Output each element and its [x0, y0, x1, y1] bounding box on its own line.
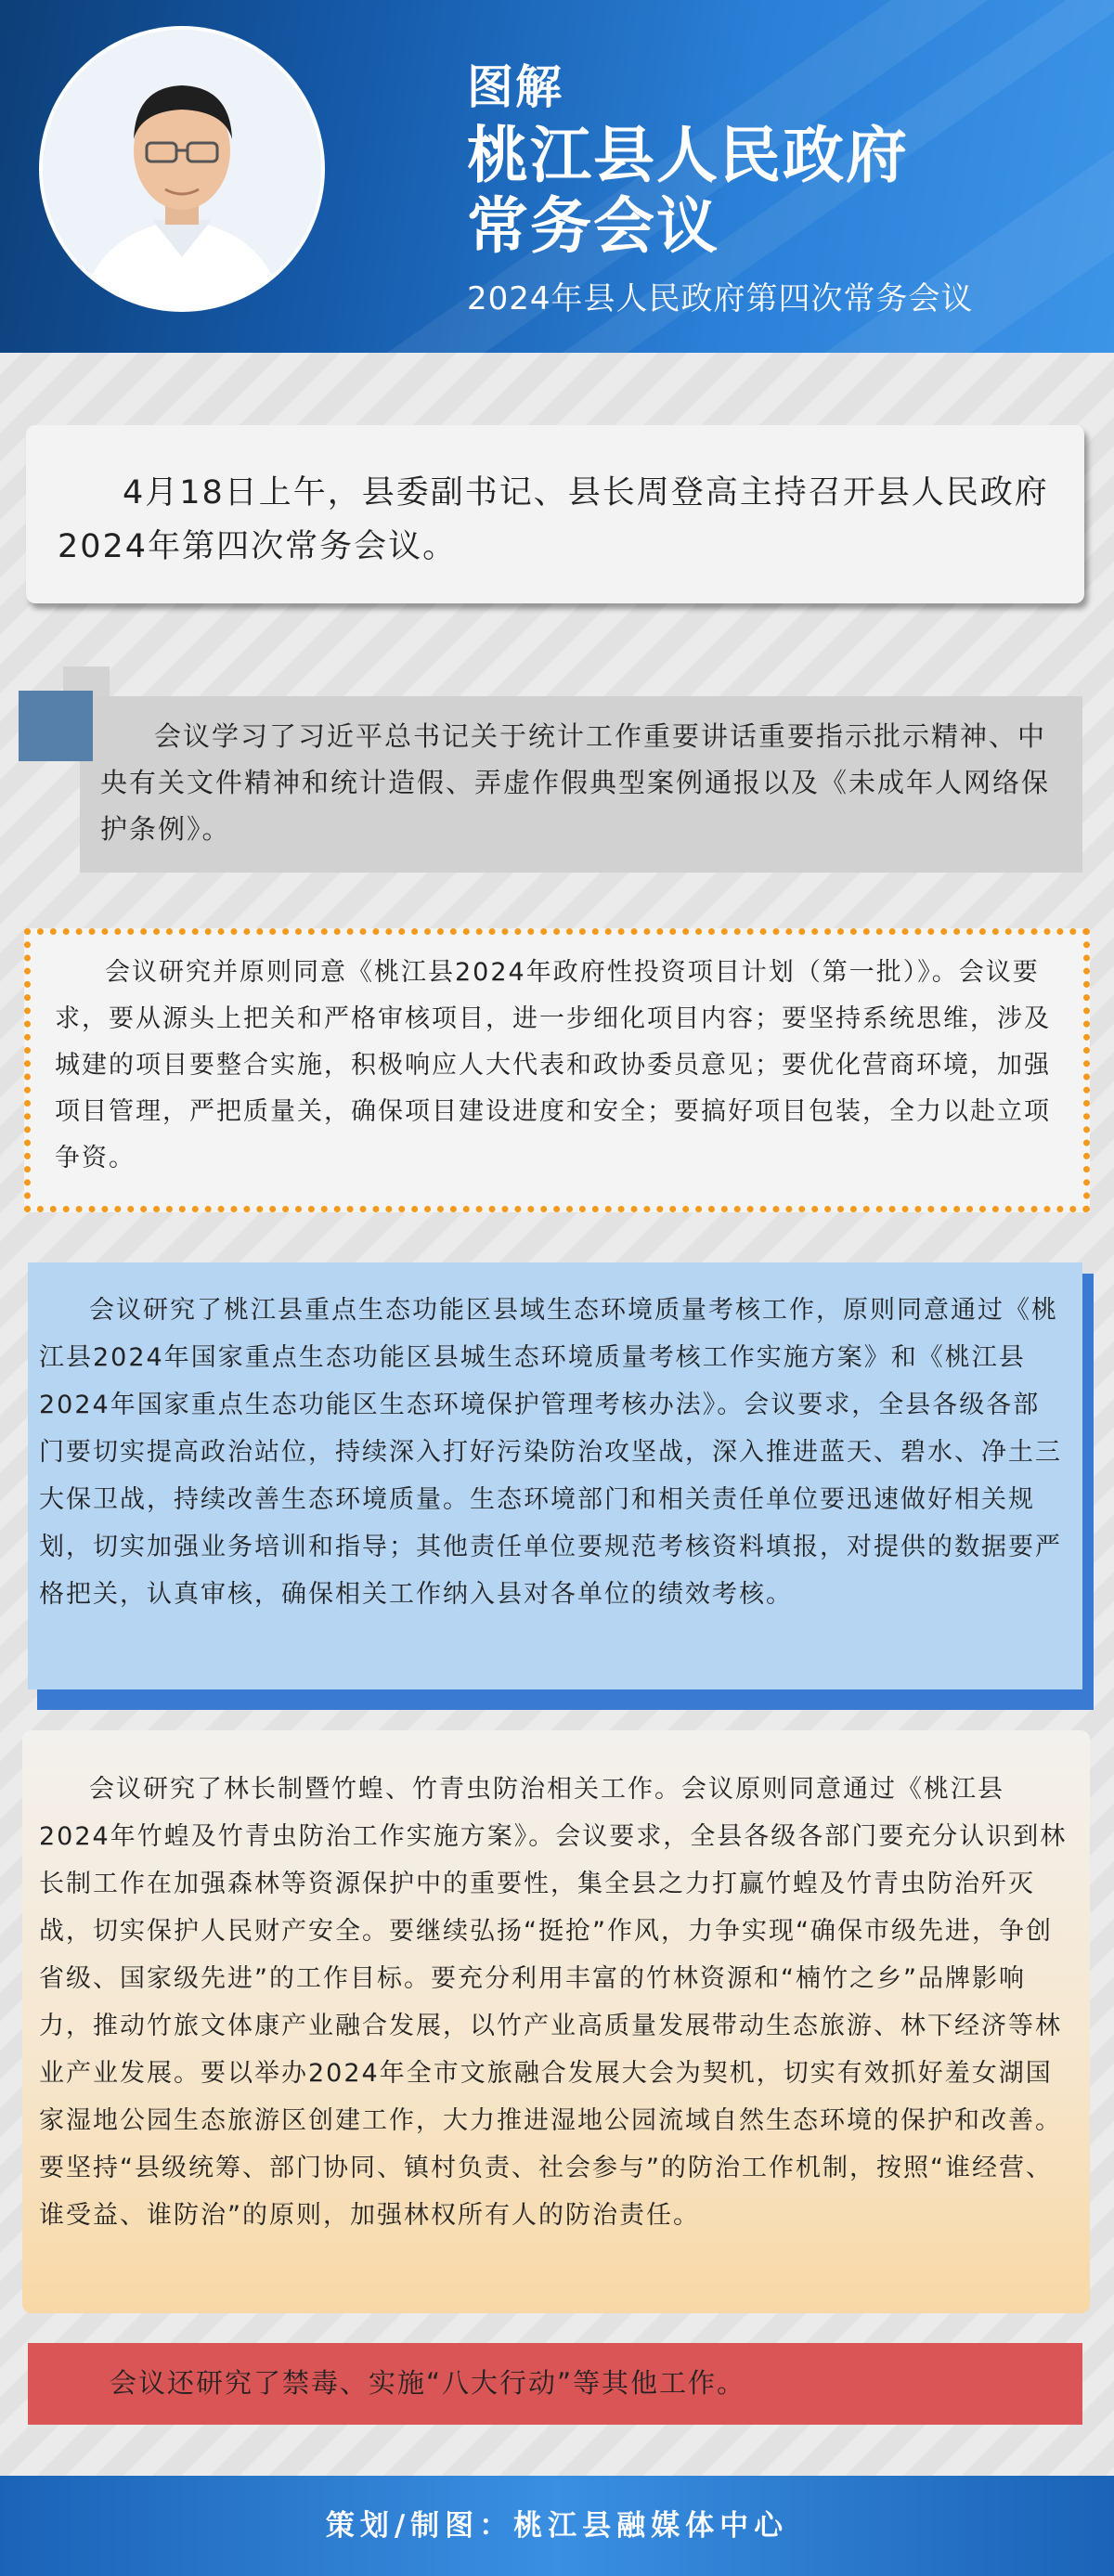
title-line-2: 常务会议 [467, 190, 719, 262]
header-kicker: 图解 [467, 60, 563, 114]
other-work-banner: 会议还研究了禁毒、实施“八大行动”等其他工作。 [28, 2343, 1082, 2425]
study-section: 会议学习了习近平总书记关于统计工作重要讲话重要指示批示精神、中央有关文件精神和统计造假、弄虚作假典型案例通报以及《未成年人网络保护条例》。 [80, 696, 1082, 873]
header-banner [0, 0, 1114, 353]
ecology-section: 会议研究了桃江县重点生态功能区县域生态环境质量考核工作，原则同意通过《桃江县2024年国家重点生态功能区县城生态环境质量考核工作实施方案》和《桃江县2024年国家重点生态功能区生态环境保护管理考核办法》。会议要求，全县各级各部门要切实提高政治站位，持续深入打好污染防治攻坚战，深入推进蓝天、碧水、净土三大保卫战，持续改善生态环境质量。生态环境部门和相关责任单位要迅速做好相关规划，切实加强业务培训和指导；其他责任单位要规范考核资料填报，对提供的数据要严格把关，认真审核，确保相关工作纳入县对各单位的绩效考核。 [28, 1262, 1082, 1689]
person-portrait-icon [43, 30, 321, 308]
investment-section: 会议研究并原则同意《桃江县2024年政府性投资项目计划（第一批）》。会议要求，要从源头上把关和严格审核项目，进一步细化项目内容；要坚持系统思维，涉及城建的项目要整合实施，积极响应人大代表和政协委员意见；要优化营商环境，加强项目管理，严把质量关，确保项目建设进度和安全；要搞好项目包装，全力以赴立项争资。 [24, 928, 1090, 1212]
decorative-square [19, 691, 93, 761]
page-subtitle: 2024年县人民政府第四次常务会议 [467, 280, 974, 317]
presenter-portrait [39, 26, 325, 312]
intro-card: 4月18日上午，县委副书记、县长周登高主持召开县人民政府2024年第四次常务会议。 [26, 425, 1084, 603]
title-line-1: 桃江县人民政府 [467, 120, 909, 191]
page-title [467, 121, 1024, 262]
footer-credit: 策划/制图：桃江县融媒体中心 [0, 2476, 1114, 2576]
forest-section: 会议研究了林长制暨竹蝗、竹青虫防治相关工作。会议原则同意通过《桃江县2024年竹蝗及竹青虫防治工作实施方案》。会议要求，全县各级各部门要充分认识到林长制工作在加强森林等资源保护中的重要性，集全县之力打赢竹蝗及竹青虫防治歼灭战，切实保护人民财产安全。要继续弘扬“挺抢”作风，力争实现“确保市级先进，争创省级、国家级先进”的工作目标。要充分利用丰富的竹林资源和“楠竹之乡”品牌影响力，推动竹旅文体康产业融合发展，以竹产业高质量发展带动生态旅游、林下经济等林业产业发展。要以举办2024年全市文旅融合发展大会为契机，切实有效抓好羞女湖国家湿地公园生态旅游区创建工作，大力推进湿地公园流域自然生态环境的保护和改善。要坚持“县级统筹、部门协同、镇村负责、社会参与”的防治工作机制，按照“谁经营、谁受益、谁防治”的原则，加强林权所有人的防治责任。 [22, 1730, 1090, 2313]
